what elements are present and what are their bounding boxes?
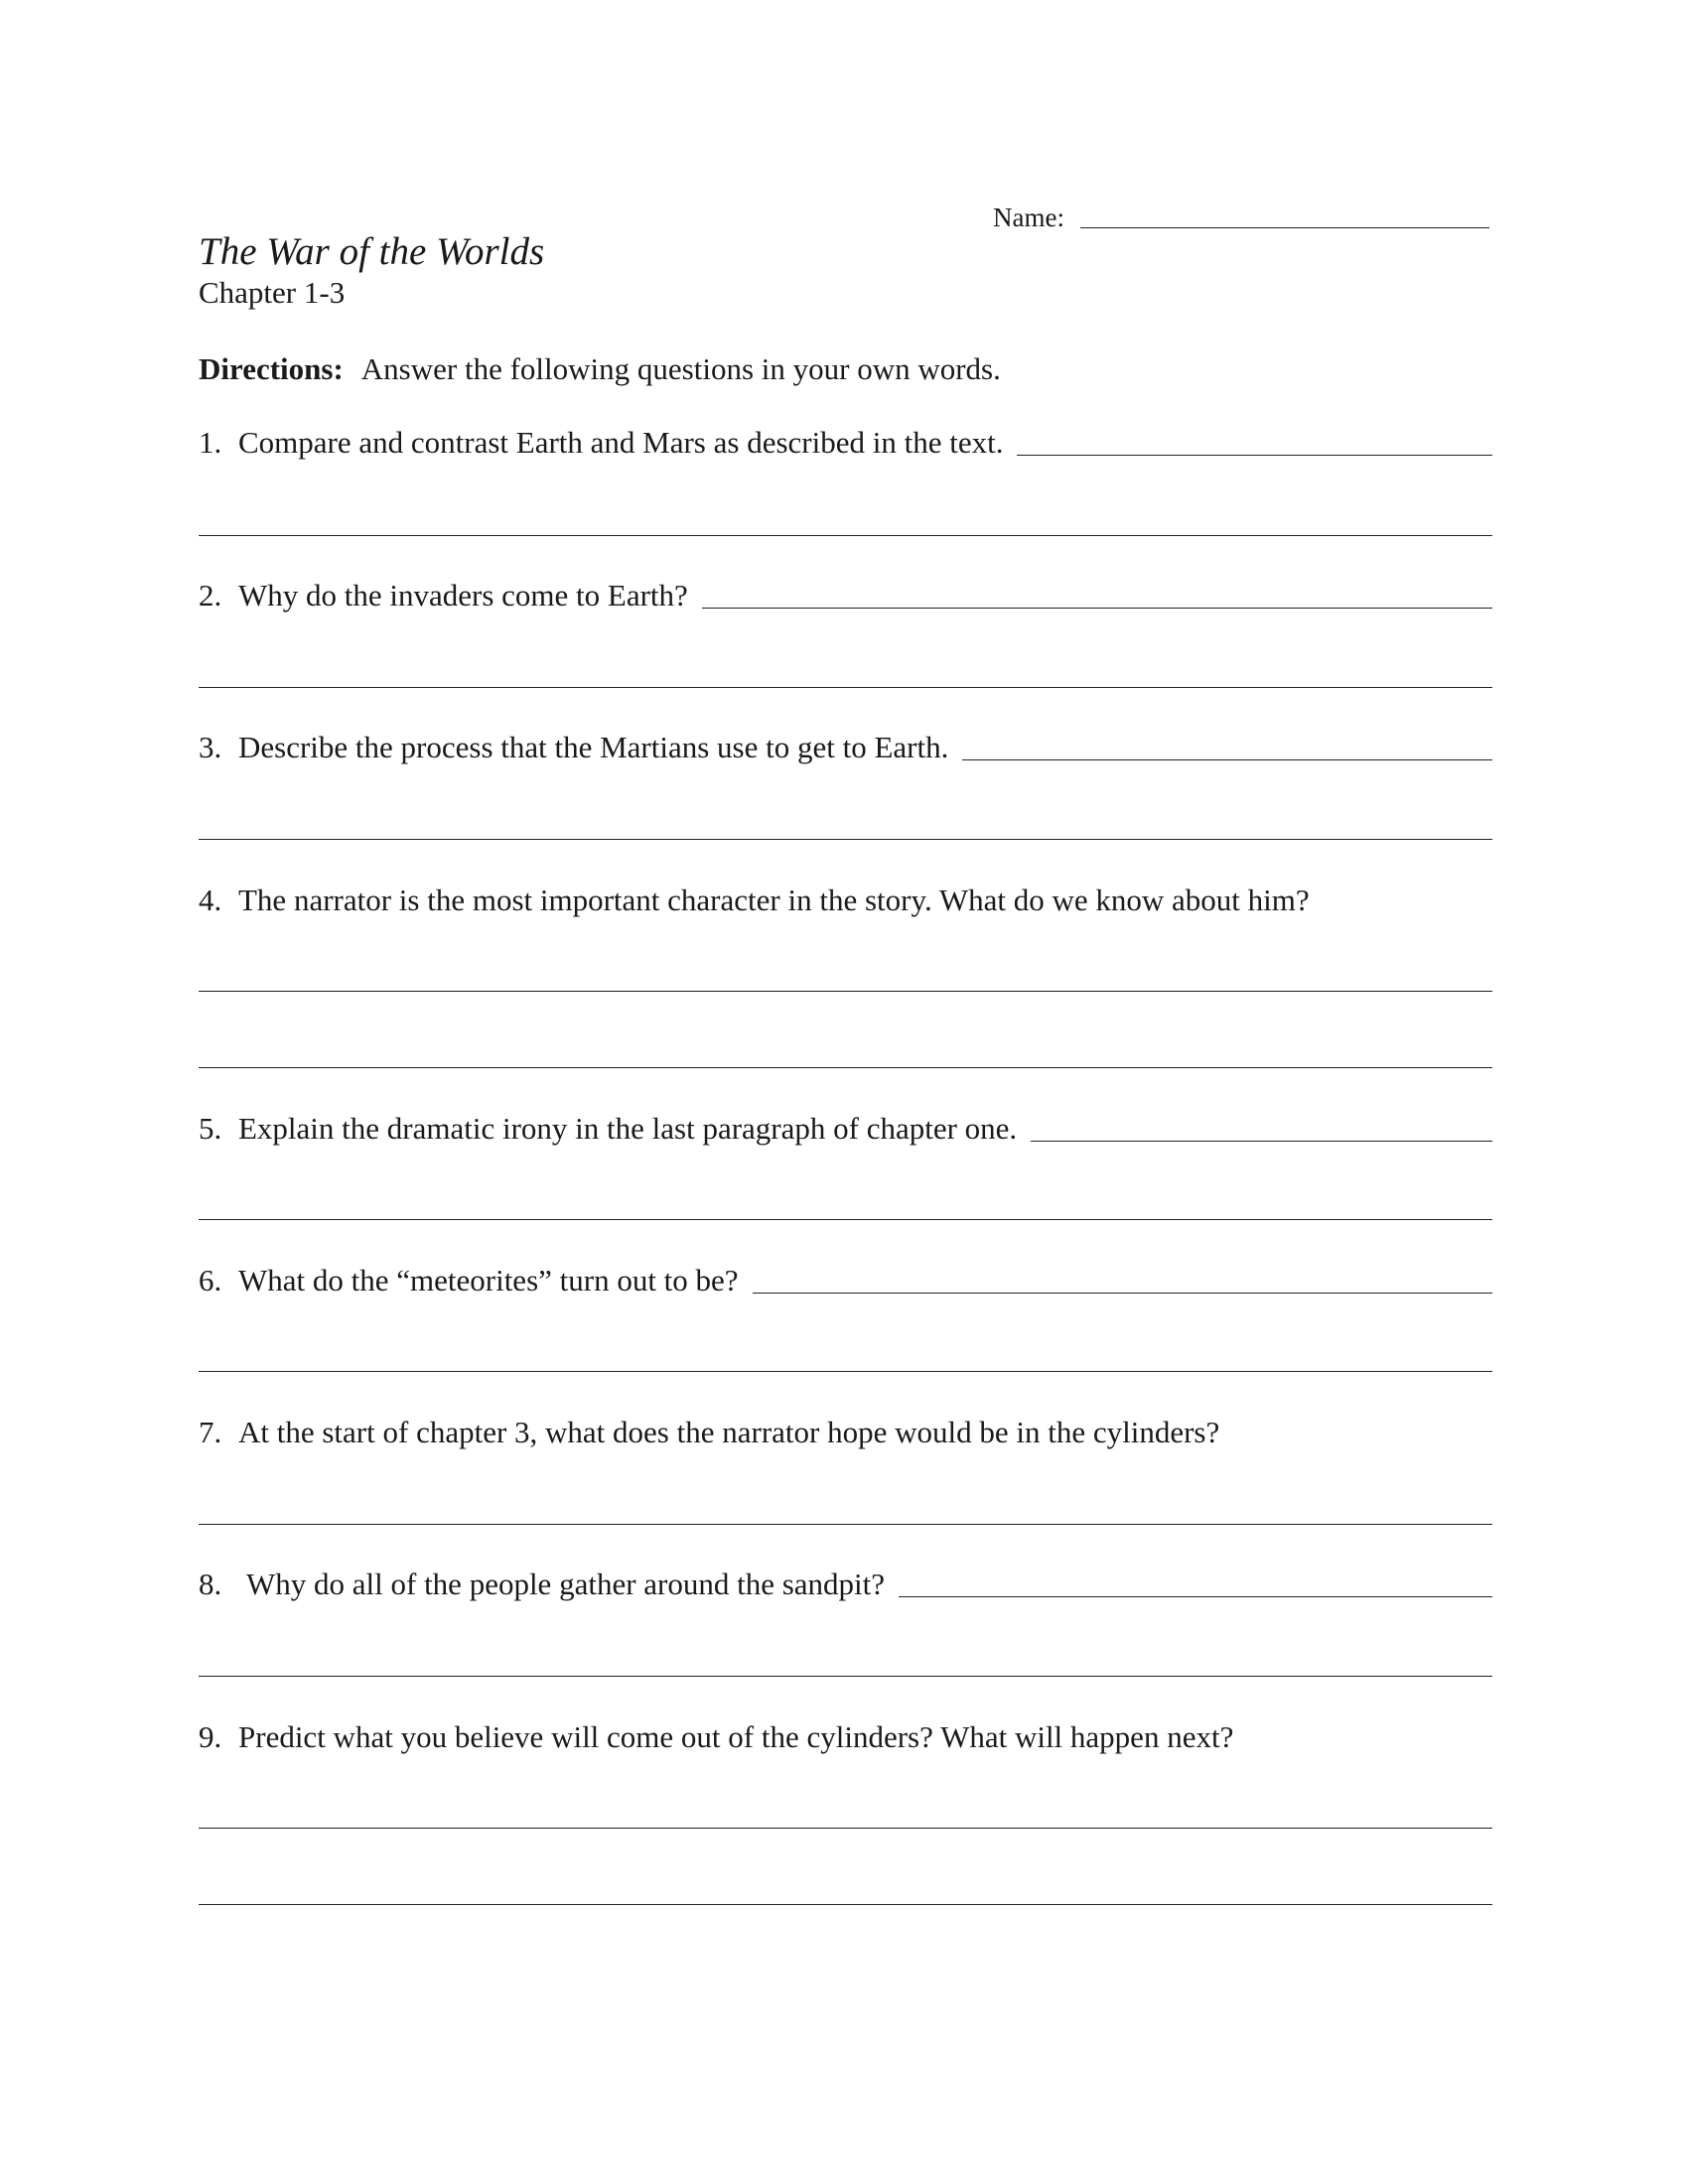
question-text: Describe the process that the Martians use to get to Earth. xyxy=(238,730,949,764)
question-2 xyxy=(199,576,1492,615)
answer-blank-inline[interactable] xyxy=(702,608,1492,609)
answer-blank-inline[interactable] xyxy=(899,1596,1492,1597)
question-4 xyxy=(199,881,1492,920)
question-text: Explain the dramatic irony in the last paragraph of chapter one. xyxy=(238,1111,1018,1146)
question-number: 2. xyxy=(199,578,222,613)
question-number: 5. xyxy=(199,1111,222,1146)
question-text: Why do all of the people gather around the sandpit? xyxy=(246,1567,886,1601)
question-5 xyxy=(199,1109,1492,1149)
worksheet-title: The War of the Worlds xyxy=(199,230,545,273)
question-number: 6. xyxy=(199,1263,222,1297)
answer-line[interactable] xyxy=(199,1219,1492,1220)
question-6 xyxy=(199,1261,1492,1300)
question-number: 1. xyxy=(199,425,222,460)
answer-line[interactable] xyxy=(199,1904,1492,1905)
question-text: The narrator is the most important character in the story. What do we know about him? xyxy=(238,883,1310,917)
answer-blank-inline[interactable] xyxy=(962,759,1492,760)
question-number: 9. xyxy=(199,1719,222,1754)
answer-line[interactable] xyxy=(199,1524,1492,1525)
answer-line[interactable] xyxy=(199,1828,1492,1829)
question-text: Why do the invaders come to Earth? xyxy=(238,578,688,613)
answer-line[interactable] xyxy=(199,839,1492,840)
answer-line[interactable] xyxy=(199,687,1492,688)
question-8 xyxy=(199,1565,1492,1604)
answer-line[interactable] xyxy=(199,991,1492,992)
directions-label: Directions: xyxy=(199,351,344,386)
question-text: Compare and contrast Earth and Mars as described in the text. xyxy=(238,425,1004,460)
question-number: 8. xyxy=(199,1567,222,1601)
name-field-row xyxy=(993,199,1489,232)
question-number: 7. xyxy=(199,1415,222,1449)
name-label: Name: xyxy=(993,203,1064,232)
answer-line[interactable] xyxy=(199,1067,1492,1068)
answer-blank-inline[interactable] xyxy=(753,1293,1492,1294)
directions-text: Answer the following questions in your own words. xyxy=(360,351,1001,386)
question-number: 4. xyxy=(199,883,222,917)
answer-blank-inline[interactable] xyxy=(1017,455,1492,456)
question-text: What do the “meteorites” turn out to be? xyxy=(238,1263,739,1297)
directions xyxy=(199,349,1001,389)
answer-blank-inline[interactable] xyxy=(1031,1141,1492,1142)
answer-line[interactable] xyxy=(199,535,1492,536)
question-1 xyxy=(199,423,1492,463)
name-blank-line[interactable] xyxy=(1080,227,1489,228)
question-3 xyxy=(199,728,1492,767)
answer-line[interactable] xyxy=(199,1371,1492,1372)
question-number: 3. xyxy=(199,730,222,764)
question-9 xyxy=(199,1717,1492,1757)
chapter-subtitle: Chapter 1-3 xyxy=(199,275,346,310)
question-text: Predict what you believe will come out of the cylinders? What will happen next? xyxy=(238,1719,1234,1754)
question-text: At the start of chapter 3, what does the narrator hope would be in the cylinders? xyxy=(238,1415,1220,1449)
answer-line[interactable] xyxy=(199,1676,1492,1677)
question-7 xyxy=(199,1413,1492,1452)
